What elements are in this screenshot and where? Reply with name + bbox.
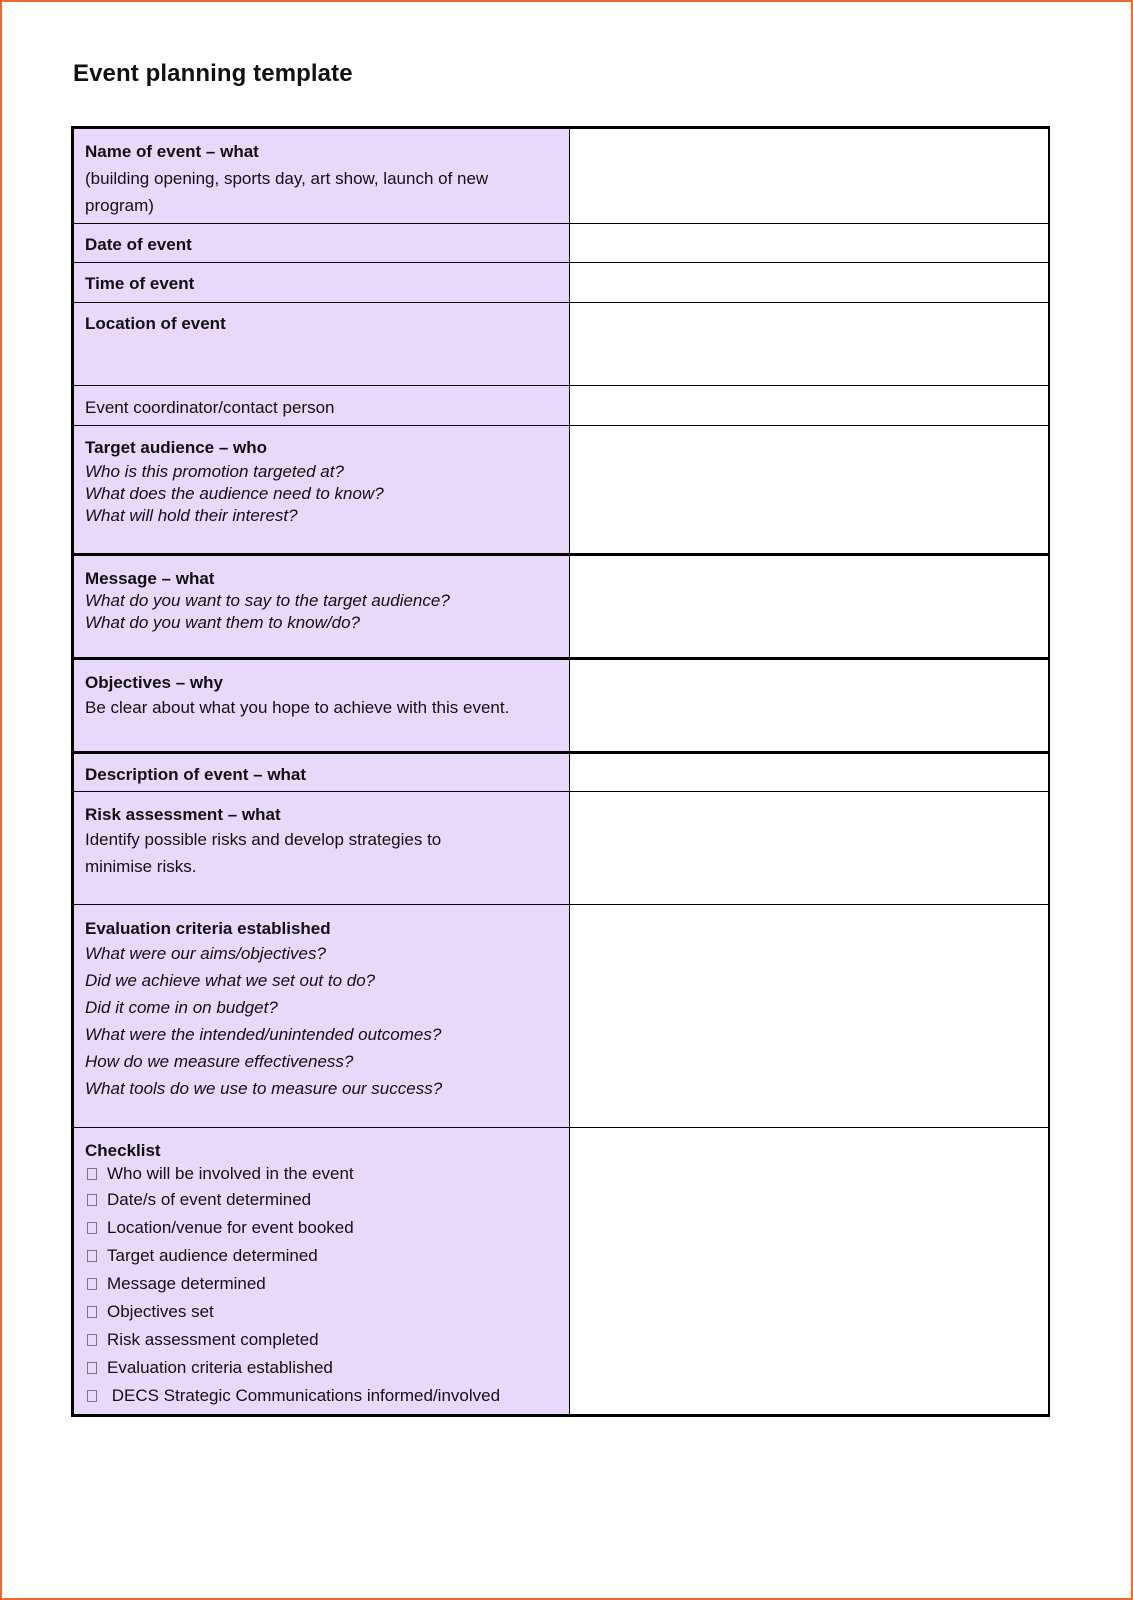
value-target-audience[interactable] (570, 426, 1049, 555)
row-heading: Target audience – who (85, 438, 268, 457)
value-risk-assessment[interactable] (570, 792, 1049, 905)
row-target-audience (73, 426, 1049, 555)
row-checklist (73, 1128, 1049, 1416)
label-event-coordinator (73, 386, 570, 426)
row-location-of-event (73, 303, 1049, 386)
checkbox-icon[interactable] (87, 1278, 97, 1290)
value-checklist[interactable] (570, 1128, 1049, 1416)
row-heading: Evaluation criteria established (85, 919, 331, 938)
checklist-item[interactable] (85, 1326, 559, 1354)
checklist-item-label: Evaluation criteria established (107, 1358, 333, 1377)
checklist-item[interactable] (85, 1270, 559, 1298)
checklist-item-label: Location/venue for event booked (107, 1218, 354, 1237)
row-text-line: (building opening, sports day, art show, launch of new (85, 169, 489, 188)
row-italic-line: What were the intended/unintended outcomes? (85, 1025, 442, 1044)
row-italic-line: Did we achieve what we set out to do? (85, 971, 376, 990)
value-location-of-event[interactable] (570, 303, 1049, 386)
checkbox-icon[interactable] (87, 1334, 97, 1346)
checklist-item-label: DECS Strategic Communications informed/involved (107, 1386, 501, 1405)
row-event-coordinator (73, 386, 1049, 426)
checkbox-icon[interactable] (87, 1362, 97, 1374)
row-heading: Time of event (85, 274, 195, 293)
label-name-of-event (73, 128, 570, 224)
checklist-item-label: Objectives set (107, 1302, 214, 1321)
checkbox-icon[interactable] (87, 1306, 97, 1318)
checklist-item-label: Risk assessment completed (107, 1330, 319, 1349)
checklist-item[interactable] (85, 1242, 559, 1270)
row-description-of-event (73, 753, 1049, 792)
checklist-item[interactable] (85, 1382, 559, 1410)
row-italic-line: What does the audience need to know? (85, 484, 384, 503)
label-risk-assessment (73, 792, 570, 905)
row-text-line: program) (85, 196, 154, 215)
label-location-of-event (73, 303, 570, 386)
label-time-of-event (73, 263, 570, 303)
row-text-line: Be clear about what you hope to achieve with this event. (85, 698, 510, 717)
checklist-item[interactable] (85, 1298, 559, 1326)
row-text-line: Identify possible risks and develop strategies to (85, 830, 442, 849)
row-italic-line: How do we measure effectiveness? (85, 1052, 354, 1071)
row-text-line: Event coordinator/contact person (85, 398, 335, 417)
checkbox-icon[interactable] (87, 1168, 97, 1180)
event-planning-table (71, 126, 1050, 1417)
label-objectives (73, 659, 570, 753)
row-italic-line: What will hold their interest? (85, 506, 298, 525)
value-description-of-event[interactable] (570, 753, 1049, 792)
page-title: Event planning template (73, 60, 353, 87)
row-italic-line: What were our aims/objectives? (85, 944, 326, 963)
value-objectives[interactable] (570, 659, 1049, 753)
row-name-of-event (73, 128, 1049, 224)
checklist-item-label: Message determined (107, 1274, 266, 1293)
checkbox-icon[interactable] (87, 1222, 97, 1234)
checklist-item[interactable] (85, 1162, 559, 1186)
row-text-line: minimise risks. (85, 857, 197, 876)
checklist-item-label: Date/s of event determined (107, 1190, 312, 1209)
checkbox-icon[interactable] (87, 1194, 97, 1206)
row-heading: Description of event – what (85, 765, 307, 784)
checkbox-icon[interactable] (87, 1390, 97, 1402)
row-heading: Location of event (85, 314, 226, 333)
label-checklist (73, 1128, 570, 1416)
checkbox-icon[interactable] (87, 1250, 97, 1262)
row-heading: Objectives – why (85, 673, 223, 692)
row-italic-line: Did it come in on budget? (85, 998, 278, 1017)
row-risk-assessment (73, 792, 1049, 905)
value-event-coordinator[interactable] (570, 386, 1049, 426)
row-heading: Risk assessment – what (85, 805, 281, 824)
row-heading: Message – what (85, 569, 215, 588)
value-date-of-event[interactable] (570, 224, 1049, 263)
row-italic-line: What do you want to say to the target audience? (85, 591, 450, 610)
value-message[interactable] (570, 555, 1049, 659)
row-italic-line: What tools do we use to measure our success? (85, 1079, 443, 1098)
row-italic-line: What do you want them to know/do? (85, 613, 360, 632)
checklist-item-label: Who will be involved in the event (107, 1164, 354, 1183)
row-italic-line: Who is this promotion targeted at? (85, 462, 344, 481)
label-date-of-event (73, 224, 570, 263)
label-description-of-event (73, 753, 570, 792)
checklist-item[interactable] (85, 1186, 559, 1214)
row-time-of-event (73, 263, 1049, 303)
row-heading: Checklist (85, 1141, 161, 1160)
row-date-of-event (73, 224, 1049, 263)
checklist-item-label: Target audience determined (107, 1246, 318, 1265)
label-target-audience (73, 426, 570, 555)
row-heading: Name of event – what (85, 142, 259, 161)
row-message (73, 555, 1049, 659)
label-message (73, 555, 570, 659)
label-evaluation-criteria (73, 905, 570, 1128)
value-name-of-event[interactable] (570, 128, 1049, 224)
value-evaluation-criteria[interactable] (570, 905, 1049, 1128)
checklist-item[interactable] (85, 1354, 559, 1382)
value-time-of-event[interactable] (570, 263, 1049, 303)
row-objectives (73, 659, 1049, 753)
row-evaluation-criteria (73, 905, 1049, 1128)
checklist-item[interactable] (85, 1214, 559, 1242)
row-heading: Date of event (85, 235, 192, 254)
